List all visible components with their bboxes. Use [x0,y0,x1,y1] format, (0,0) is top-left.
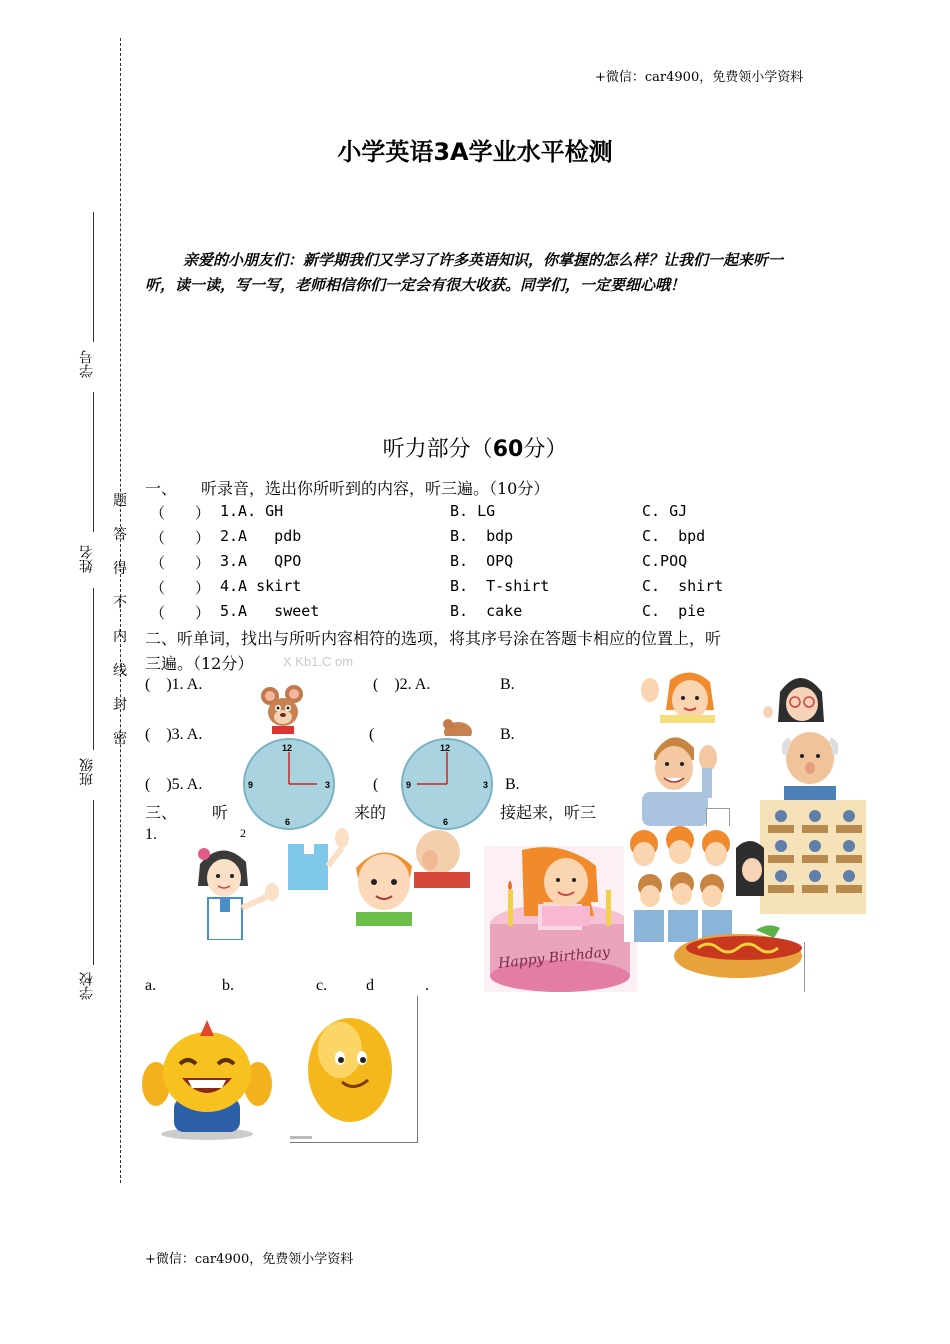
header-note: +微信：car4900，免费领小学资料 [595,70,804,85]
school-label: 学校 [79,972,95,1000]
label-d: d [366,977,374,994]
p2-row1-left[interactable]: ( )1. A. [145,676,203,693]
q1-option-b: B. LG [450,502,496,520]
q2-paren[interactable]: （ ） [150,529,211,547]
p2-row2-left[interactable]: ( )3. A. [145,726,203,743]
clock-number: 3 [483,780,489,790]
student-no-label: 学号 [79,350,95,378]
girl-icon [630,670,733,723]
section-title-tail: 分） [523,437,568,462]
seal-char: 封 [113,697,127,713]
q5-option-b: B. cake [450,602,523,620]
seal-char: 答 [113,527,127,543]
woman-icon [736,838,764,896]
q1-paren[interactable]: （ ） [150,504,211,522]
q3-paren[interactable]: （ ） [150,554,211,572]
section-title-text: 听力部分（ [382,437,493,462]
listening-section-title [0,432,950,463]
seal-char: 得 [113,561,127,577]
clock-icon [401,738,493,830]
girl-icon [516,846,616,926]
part2-heading-line1: 二、听单词，找出与所听内容相符的选项，将其序号涂在答题卡相应的位置上，听 [145,629,722,648]
p2-row3-left[interactable]: ( )5. A. [145,776,203,793]
clock-number: 9 [406,780,412,790]
part3-num: 1. [145,826,157,843]
q3-option-c: C.POQ [642,552,688,570]
p2-row3-right[interactable]: ( [373,776,379,793]
seal-char: 密 [113,731,127,747]
q5-option-a: 5.A sweet [220,602,320,620]
classroom-icon [760,800,866,914]
part3-heading-b: 听 [212,803,229,822]
p2-row3-b: B. [505,776,520,793]
student-no-line [93,212,94,342]
image-frame [804,942,807,992]
hotdog-icon [668,918,806,990]
cake-text: Happy Birthday [497,944,611,972]
q5-option-c: C. pie [642,602,706,620]
clock-number: 9 [248,780,254,790]
clock-number: 12 [282,743,293,753]
woman-icon [408,830,470,888]
clock-icon [243,738,335,830]
seal-char: 线 [113,663,127,679]
clock-number: 6 [285,817,291,827]
part1-heading: 一、 听录音，选出你所听到的内容，听三遍。（10分） [145,479,550,498]
egg-icon [290,996,418,1143]
q5-paren[interactable]: （ ） [150,604,211,622]
q3-option-a: 3.A QPO [220,552,302,570]
p2-row2-right[interactable]: ( [369,726,375,743]
image-frame [706,808,730,828]
p2-row1-right[interactable]: ( )2. A. [373,676,431,693]
p2-row2-b: B. [500,726,515,743]
q4-option-b: B. T-shirt [450,577,550,595]
school-line [93,800,94,965]
q4-option-a: 4.A skirt [220,577,302,595]
seal-char: 不 [113,595,127,611]
seal-char: 题 [113,493,127,509]
label-b: b. [222,977,234,994]
part3-num2: 2 [240,826,246,840]
q1-option-c: C. GJ [642,502,688,520]
mouse-icon [440,718,475,736]
p2-row1-b: B. [500,676,515,693]
q2-option-a: 2.A pdb [220,527,302,545]
class-label: 班级 [79,758,95,786]
clock-number: 12 [440,743,451,753]
part3-heading-c: 来的 [354,803,387,822]
mouse-icon [258,684,308,734]
label-c: c. [316,977,328,994]
seal-char: 内 [113,629,127,645]
part2-heading-line2: 三遍。（12分） [145,654,254,673]
q2-option-c: C. bpd [642,527,706,545]
q1-option-a: 1.A. GH [220,502,284,520]
clock-number: 3 [325,780,331,790]
girl-icon [182,838,287,940]
class-line [93,588,94,750]
q3-option-b: B. OPQ [450,552,514,570]
monster-icon [142,1018,272,1140]
label-a: a. [145,977,157,994]
label-dot: . [425,977,429,994]
footer-note: +微信：car4900，免费领小学资料 [145,1252,354,1267]
part3-heading-d: 接起来，听三 [500,803,597,822]
intro-paragraph: 亲爱的小朋友们：新学期我们又学习了许多英语知识，你掌握的怎么样？让我们一起来听一听，读一读，写一写，老师相信你们一定会有很大收获。同学们，一定要细心哦！ [145,251,784,294]
woman-icon [760,672,840,722]
q4-paren[interactable]: （ ） [150,579,211,597]
page-title: 小学英语3A学业水平检测 [337,138,613,166]
section-score: 60 [492,437,524,462]
watermark-text: X Kb1.C om [283,654,354,669]
clock-number: 6 [443,817,449,827]
q2-option-b: B. bdp [450,527,514,545]
boy-icon [288,826,350,890]
part3-heading-a: 三、 [145,803,178,822]
grandpa-icon [772,724,842,802]
name-label: 姓名 [79,545,95,573]
q4-option-c: C. shirt [642,577,724,595]
